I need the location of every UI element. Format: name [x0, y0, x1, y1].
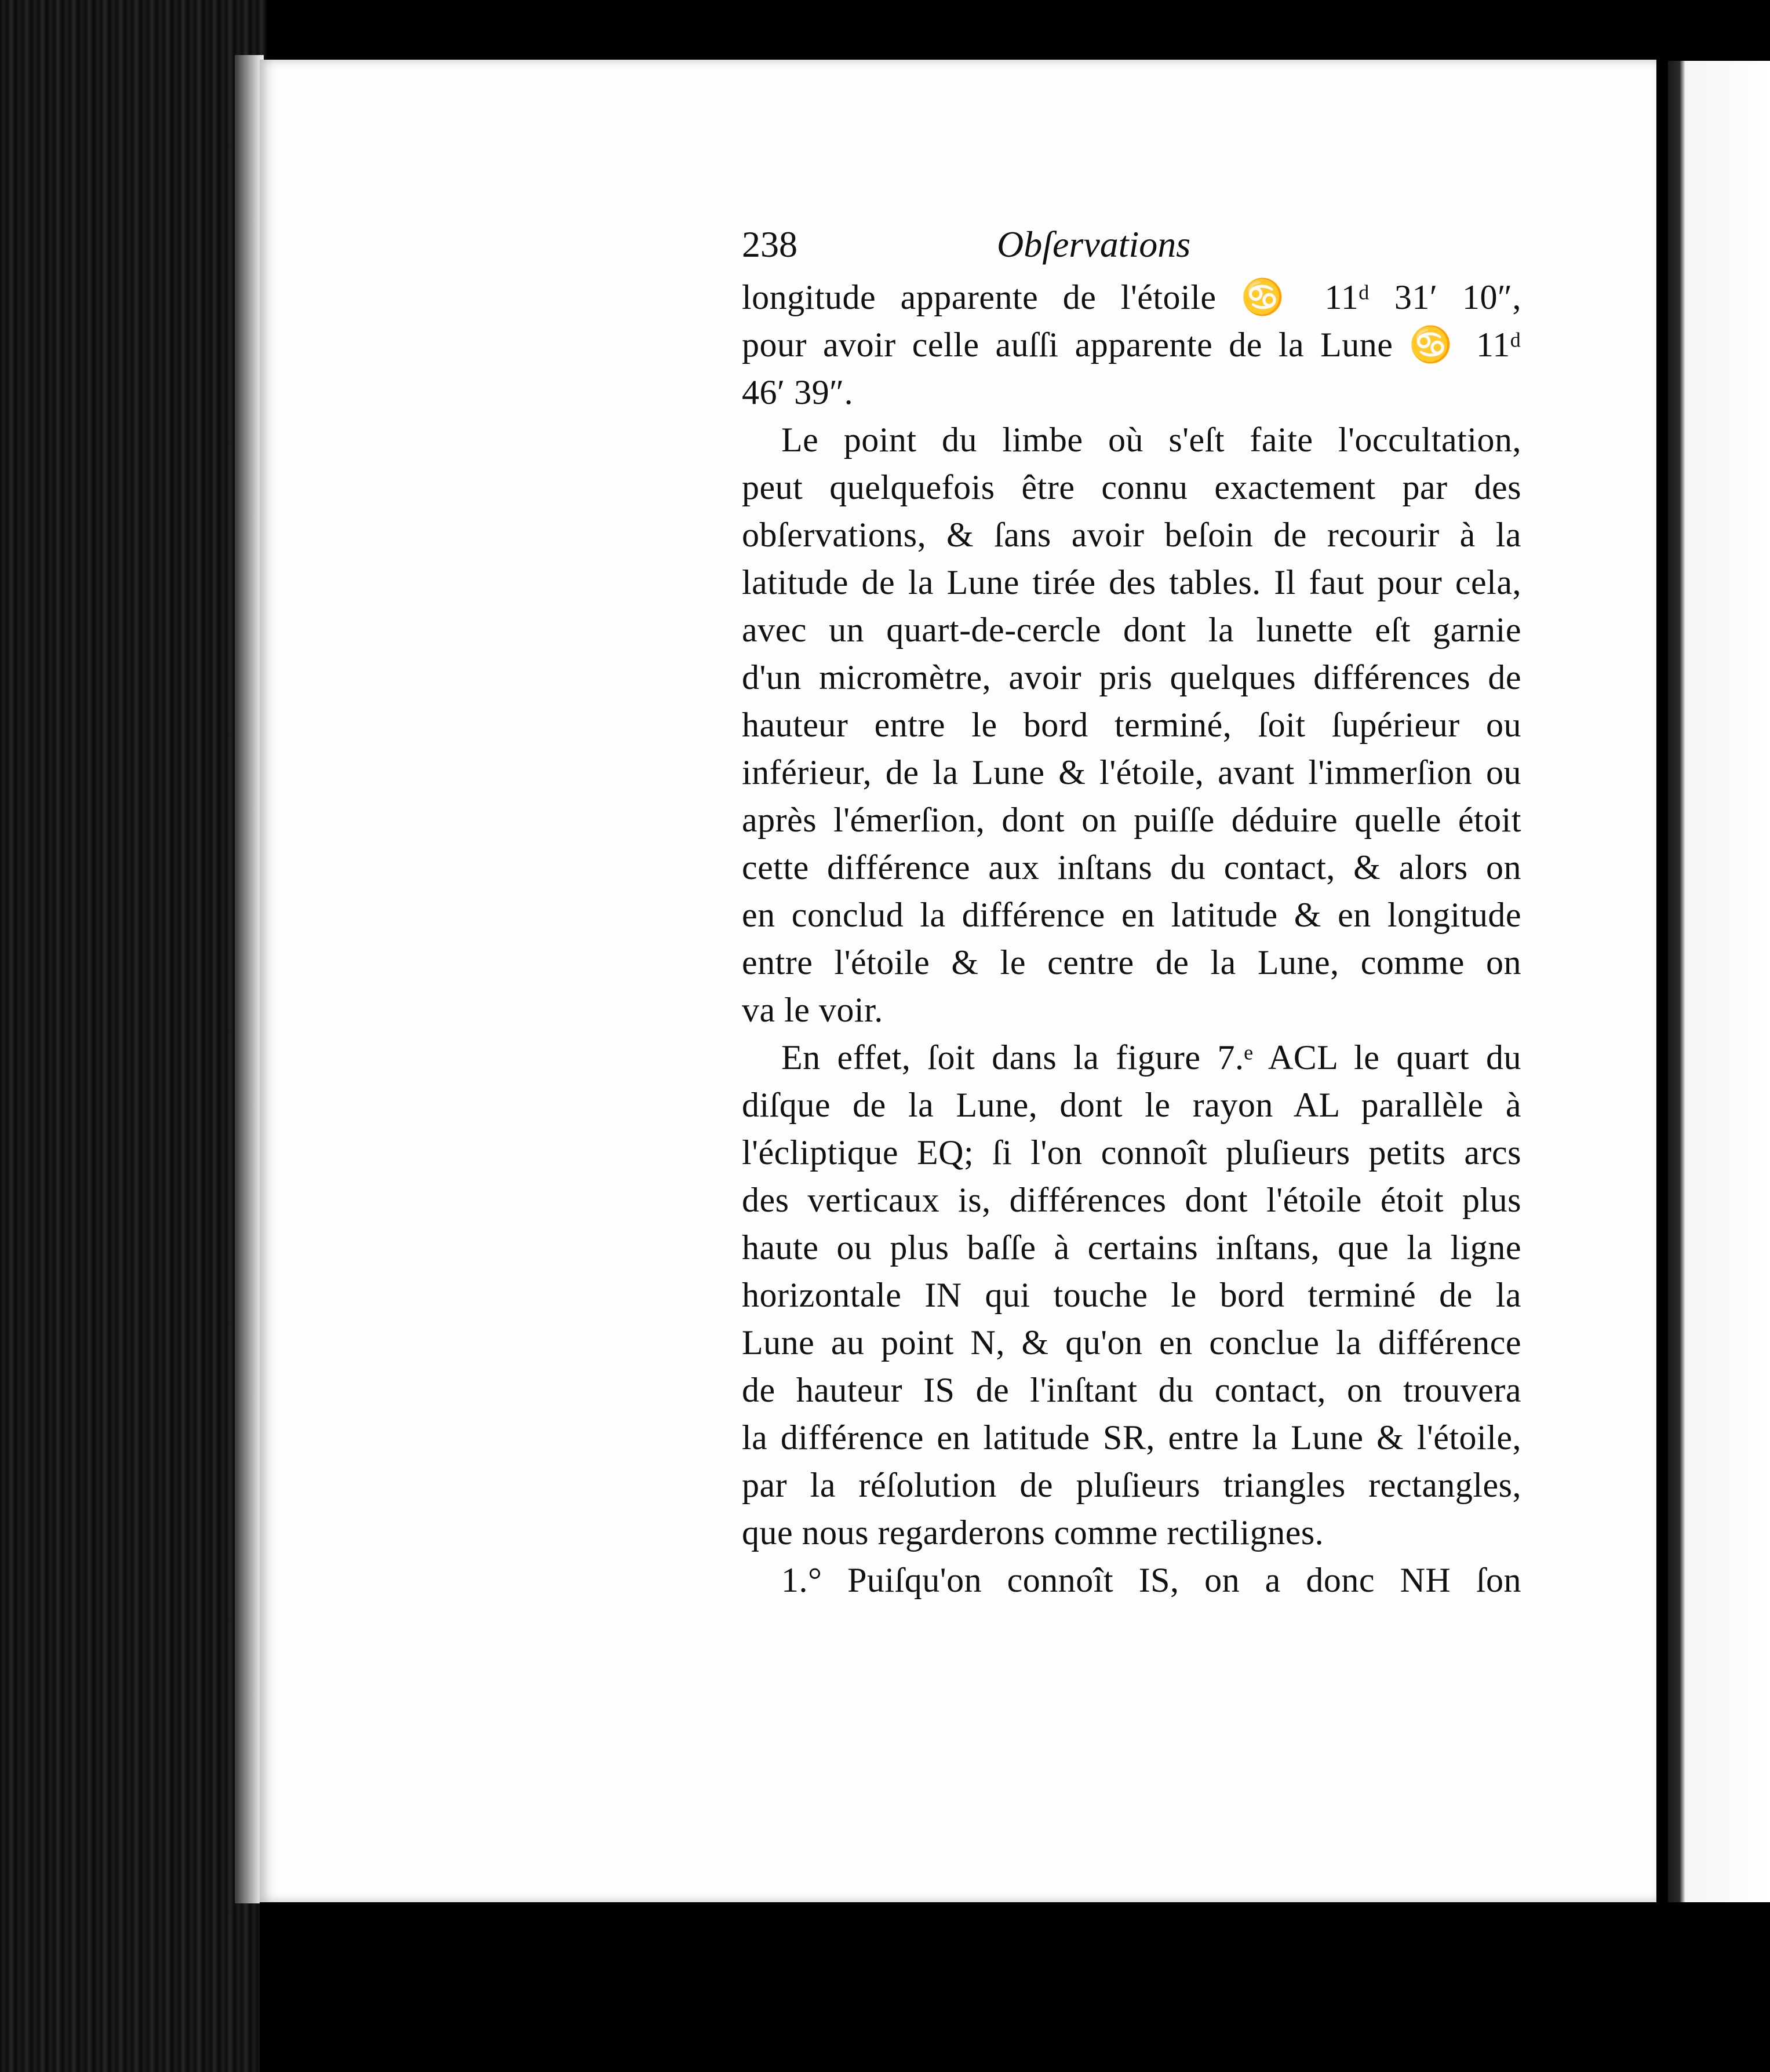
text-line: 46′ 39″.: [742, 373, 854, 411]
text-line: En effet, ſoit dans la figure 7.ᵉ ACL le quart du: [781, 1038, 1521, 1077]
text-line: entre l'étoile & le centre de la Lune, comme on: [742, 943, 1521, 982]
text-line: d'un micromètre, avoir pris quelques différences de: [742, 658, 1521, 696]
text-line: en conclud la différence en latitude & en longitude: [742, 896, 1521, 934]
text-line: obſervations, & ſans avoir beſoin de recourir à la: [742, 516, 1521, 554]
text-line: avec un quart-de-cercle dont la lunette eſt garnie: [742, 611, 1521, 649]
text-line: diſque de la Lune, dont le rayon AL parallèle à: [742, 1086, 1521, 1124]
running-title: Obſervations: [997, 224, 1191, 265]
next-page-edge: [1668, 61, 1770, 1903]
body-text: [742, 273, 1521, 1604]
text-line: latitude de la Lune tirée des tables. Il faut pour cela,: [742, 563, 1521, 601]
text-line: 1.° Puiſqu'on connoît IS, on a donc NH ſon: [781, 1561, 1521, 1599]
text-line: après l'émerſion, dont on puiſſe déduire quelle étoit: [742, 801, 1521, 839]
text-line: la différence en latitude SR, entre la Lune & l'étoile,: [742, 1418, 1521, 1457]
running-head: [742, 216, 1521, 273]
text-line: va le voir.: [742, 991, 883, 1029]
text-line: que nous regarderons comme rectilignes.: [742, 1513, 1324, 1552]
text-line: de hauteur IS de l'inſtant du contact, on trouvera: [742, 1371, 1521, 1409]
text-line: longitude apparente de l'étoile ♋ 11ᵈ 31′ 10″,: [742, 278, 1521, 316]
book-spine: [0, 0, 267, 2072]
text-line: par la réſolution de pluſieurs triangles rectangles,: [742, 1466, 1521, 1504]
text-line: haute ou plus baſſe à certains inſtans, que la ligne: [742, 1228, 1521, 1267]
text-line: inférieur, de la Lune & l'étoile, avant l'immerſion ou: [742, 753, 1521, 791]
text-line: pour avoir celle auſſi apparente de la Lune ♋ 11ᵈ: [742, 326, 1521, 364]
page-number: 238: [742, 224, 797, 265]
text-line: peut quelquefois être connu exactement par des: [742, 468, 1521, 506]
text-line: Lune au point N, & qu'on en conclue la différence: [742, 1323, 1521, 1362]
text-line: horizontale IN qui touche le bord terminé de la: [742, 1276, 1521, 1314]
scan-margin: [260, 1902, 1770, 2072]
text-block: [742, 216, 1521, 1604]
text-line: hauteur entre le bord terminé, ſoit ſupérieur ou: [742, 706, 1521, 744]
text-line: l'écliptique EQ; ſi l'on connoît pluſieurs petits arcs: [742, 1133, 1521, 1172]
text-line: des verticaux is, différences dont l'étoile étoit plus: [742, 1181, 1521, 1219]
text-line: Le point du limbe où s'eſt faite l'occultation,: [781, 421, 1521, 459]
text-line: cette différence aux inſtans du contact, & alors on: [742, 848, 1521, 887]
